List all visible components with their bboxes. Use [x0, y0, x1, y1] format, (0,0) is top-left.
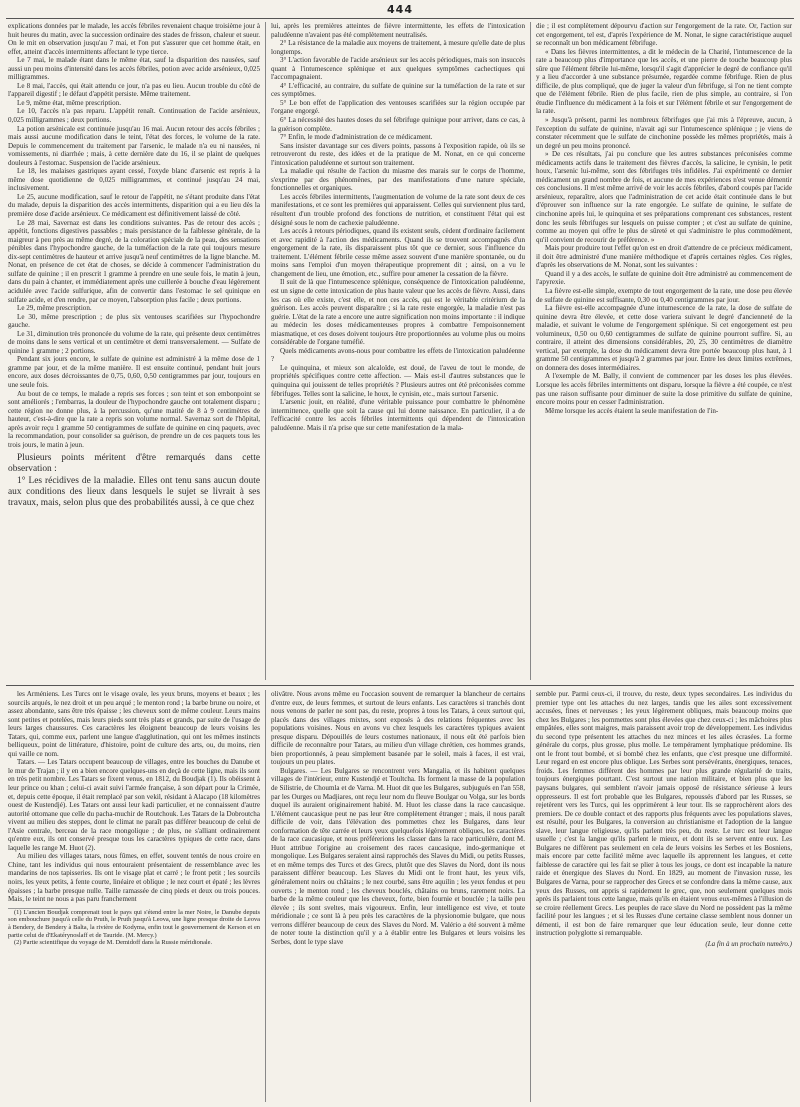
to-be-continued-note: (La fin à un prochain numéro.) — [705, 939, 792, 948]
paragraph: La potion arsénicale est continuée jusqu'au 16 mai. Aucun retour des accès fébriles ; mais aussi aucune modification dans le teint, l'état des forces, le volume de la rate. Depuis le commencement du traitement par l'arsenic, le malade n'a eu ni nausées, ni vomissements, ni diarrhée ; mais, à cette dernière date du 16, il se plaint de quelques douleurs à l'estomac. Suspension de l'acide arsénieux. — [8, 124, 260, 167]
paragraph: Bulgares. — Les Bulgares se rencontrent vers Mangalia, et ils habitent quelques villages de l'intérieur, entre Kustendjé et Toultcha. Ils forment la masse de la population de Silistrie, de Choumla et de Varna. M. Huot dit que les Bulgares, subjugués en l'an 558, par les Ourges ou Madjiares, ont reçu leur nom du fleuve Boulgar ou Volga, sur les bords duquel ils auraient originairement habité. M. Huot les classe dans la race caucasique. L'élément caucasique peut ne pas leur être complètement étranger ; mais, il nous paraît difficile de voir, dans l'élévation des pommettes chez les Bulgares, dans leur conformation de tête carrée et leurs yeux quelquefois légèrement obliques, les caractères de la race caucasique, et nous préférerions les classer dans la race particulière, dont M. Huot attribue l'origine au croisement des races caucasique, indo-germanique et mongolique. Les Bulgares seraient ainsi rapprochés des Slaves du Midi, ou petits Russes, et en même temps des Turcs et des Grecs, plutôt que des Slaves du Nord, dont ils nous paraissent différer beaucoup. Les Slaves du Midi ont le front haut, les yeux vifs, généralement noirs ou châtains ; le nez courbé, sans être aquilin ; les yeux fendus et peu ouverts ; le menton rond ; les cheveux bouclés, châtains ou bruns, rarement noirs. La barbe de la même couleur que les cheveux, forte, bien fournie et bouclée ; la taille peu élevée ; ils sont sveltes, mais vigoureux. Enfin, leur intelligence est vive, et toute méridionale ; ce sont là à peu près les caractères de la physionomie bulgare, que nous verrons différer beaucoup de ceux des Slaves du Nord. M. Valério a été souvent à même de noter toute la distinction qu'il y a à établir entre les Bulgares et leurs voisins les Serbes, dont le type slave — [271, 766, 525, 946]
paragraph: La fièvre est-elle simple, exempte de tout engorgement de la rate, une dose peu élevée de sulfate de quinine est suffisante, 0,30 ou 0,40 centigrammes par jour. — [536, 286, 792, 304]
paragraph: Le 31, diminution très prononcée du volume de la rate, qui présente deux centimètres de moins dans le sens vertical et un centimètre et demi transversalement. — Sulfate de quinine 1 gramme ; 2 portions. — [8, 329, 260, 355]
paragraph: L'arsenic jouit, en réalité, d'une véritable puissance pour combattre le phénomène intermittence, quelle que soit la cause qui lui donne naissance. En particulier, il a de l'efficacité contre les accès fébriles intermittents qui dépendent de l'intoxication paludéenne. Mais il n'a prise que sur cette manifestation de la mala- — [271, 398, 525, 432]
paragraph: 6° La nécessité des hautes doses du sel fébrifuge quinique pour arriver, dans ce cas, à la guérison complète. — [271, 116, 525, 133]
paragraph: Le quinquina, et mieux son alcaloïde, est doué, de l'aveu de tout le monde, de propriétés spécifiques contre cette affection. — Mais est-il d'autres substances que le quinquina qui jouissent de telles propriétés ? Plusieurs autres ont été préconisées comme fébrifuges. Telles sont la salicine, le houx, le cynisin, etc., mais surtout l'arsenic. — [271, 363, 525, 398]
paragraph: Quand il y a des accès, le sulfate de quinine doit être administré au commencement de l'apyrexie. — [536, 269, 792, 287]
upper-column-2 — [271, 22, 525, 680]
paragraph: Au bout de ce temps, le malade a repris ses forces ; son teint et son embonpoint se sont améliorés ; l'embarras, la douleur de l'hypochondre gauche ont totalement disparu ; cette région ne donne plus, à la percussion, qu'une matité de 8 à 9 centimètres de hauteur, c'est-à-dire que la rate a repris son volume normal. Savernaz sort de l'hôpital, après avoir reçu 1 gramme 50 centigrammes de sulfate de quinine en cinq paquets, avec la recommandation, pour consolider sa guérison, de prendre un de ces paquets tous les trois jours, le matin à jeun. — [8, 389, 260, 449]
paragraph: Le 25, aucune modification, sauf le retour de l'appétit, ne s'étant produite dans l'état du malade, depuis la disparition des accès intermittents, disparition qui a eu lieu dès la première dose d'acide arsénieux. Ce médicament est définitivement laissé de côté. — [8, 192, 260, 219]
paragraph: olivâtre. Nous avons même eu l'occasion souvent de remarquer la blancheur de certains d'entre eux, de leurs femmes, et surtout de leurs enfants. Les caractères si tranchés dont nous venons de parler ne sont pas, du reste, propres à tous les Tatars, à ceux surtout qui, placés dans des villages mixtes, sont exposés à des relations fréquentes avec les populations voisines. Nous en avons vu chez lesquels les caractères typiques avaient presque disparu. Dépouillés de leurs costumes nationaux, il nous eût été parfois bien difficile de reconnaître pour Tatars, au milieu d'un village chrétien, ces hommes grands, bien proportionnés, à peau simplement basanée par le soleil, mais à faces, il est vrai, toujours un peu plates. — [271, 690, 525, 767]
paragraph: A l'exemple de M. Bally, il convient de commencer par les doses les plus élevées. Lorsque les accès fébriles intermittents ont disparu, lorsque la fièvre a été coupée, ce n'est pas une raison suffisante pour diminuer de suite la dose primitive du sulfate de quinine, encore moins pour en cesser l'administration. — [536, 372, 792, 407]
paragraph: La maladie qui résulte de l'action du miasme des marais sur le corps de l'homme, s'exprime par des phénomènes, par des manifestations d'une nature spéciale, fonctionnelles et organiques. — [271, 167, 525, 193]
paragraph: (1) L'ancien Boudjak comprenait tout le pays qui s'étend entre la mer Noire, le Danube depuis son embouchure jusqu'à celle du Pruth, le Pruth jusqu'à Leova, une ligne presque droite de Leova à Bendery, de Bendery à Balta, la rivière de Kodyma, enfin tout le gouvernement de Kerson et en partie celui de d'Ekatérynoslaff et de Tauride. (M. Mercy.) — [8, 908, 260, 939]
column-divider — [265, 22, 266, 680]
paragraph: 5° Le bon effet de l'application des ventouses scarifiées sur la région occupée par l'organe engorgé. — [271, 98, 525, 116]
lower-column-3 — [536, 690, 792, 1102]
paragraph: Le 28 mai, Savernaz est dans les conditions suivantes. Pas de retour des accès ; appétit, fonctions digestives passables ; mais persistance de la faiblesse générale, de la maigreur à peu près au même degré, de la coloration spéciale de la peau, des sensations pénibles dans l'hypochondre gauche, de la tuméfaction de la rate qui toujours mesure dix-sept centimètres de hauteur et arrive jusqu'à neuf centimètres de la ligne blanche. M. Nonat, en présence de cet état de choses, se décide à commencer l'administration du sulfate de quinine ; il en prescrit 1 gramme à prendre en une seule fois, le matin à jeun, dans du pain à chanter, et immédiatement après une cuillerée à bouche d'eau légèrement acidulée avec l'acide sulfurique, afin de convertir dans l'estomac le sel quinique en sulfate acide, et d'en rendre, par ce moyen, l'absorption plus facile ; deux portions. — [8, 218, 260, 304]
paragraph: 4° L'efficacité, au contraire, du sulfate de quinine sur la tuméfaction de la rate et sur ces symptômes. — [271, 81, 525, 99]
paragraph: explications données par le malade, les accès fébriles revenaient chaque troisième jour à huit heures du matin, avec la succession ordinaire des stades de frisson, chaleur et sueur. On le mit en observation jusqu'au 7 mai, et l'on put s'assurer que cet homme était, en effet, atteint d'accès intermittents affectant le type tierce. — [8, 22, 260, 56]
page-number: 444 — [387, 3, 413, 16]
paragraph: Tatars. — Les Tatars occupent beaucoup de villages, entre les bouches du Danube et le mur de Trajan ; il y en a bien encore quelques-uns en deçà de cette ligne, mais ils sont en très petit nombre. Les Tatars se fixent venus, en 1812, du Boudjak (1). Ils obéissent à leur prince ou khan ; celui-ci avait suivi l'armée française, à son départ pour la Crimée, et, depuis cette époque, il était remplacé par son vekil, résidant à Alacapo (18 kilomètres ouest de Kustendjé). Les Tatars ont aussi leur kadi particulier, et ne connaissent d'autre autorité ottomane que celle du pacha-muchir de Routchouk. Les Tatars de la Dobroutcha vivent au milieu des steppes, dont le climat ne paraît pas différer beaucoup de celui de l'Asie centrale, berceau de la race mongolique ; de plus, ne s'alliant ordinairement qu'entre eux, ils ont conservé presque tous les caractères typiques de cette race, dans laquelle les range M. Huot (2). — [8, 758, 260, 852]
paragraph: semble pur. Parmi ceux-ci, il trouve, du reste, deux types secondaires. Les individus du premier type ont les attaches du nez larges, tandis que les ailes sont excessivement accusées, fines et nerveuses ; les yeux légèrement obliques, mais beaucoup moins que chez les Bulgares ; les pommettes sont plus élevées que chez ceux-ci ; les mâchoires plus empâtées, elles sont maigres, mais paraissent avoir trop de développement. Les individus du second type présentent les attaches du nez minces et les ailes écrasées. La forme générale du corps, plus grosse, plus molle. Le tempérament lymphatique prédomine. Ils ont le front tout bombé, et si bombé chez les enfants, que c'est presque une difformité. Leur regard en est encore plus oblique. Les Serbes sont persévérants, énergiques, tenaces, froids. Les femmes diffèrent des hommes par leur plus grande régularité de traits, toujours énergiques pourtant. C'est surtout une nation militaire, et bien plus que les paysans bulgares, qui semblent n'avoir jamais opposé de résistance sérieuse à leurs oppresseurs. Il est fort probable que les Bulgares, repoussés d'abord par les Russes, se rejetèrent vers les Turcs, qui les opprimèrent à leur tour. Ils se rapprochèrent alors des premiers. De ce double contact et des rapports plus fréquents avec les populations slaves, est résulté, pour les Bulgares, la conversion au christianisme et l'adoption de la langue slave, leur langue religieuse, qu'ils parlent très peu, du reste. Le turc est leur langue usuelle ; c'est la langue qu'ils parlent le mieux, et dont ils se servent entre eux. Les Bulgares ne diffèrent pas seulement en cela de leurs voisins les Serbes et les Bosniens, mais encore par cette facilité même avec laquelle ils apprennent les langues, et cette faiblesse de caractère qui les fait se plier à tous les jougs, ce dont est incapable la nature raide et énergique des Slaves du Nord. En 1829, au moment de l'invasion russe, les Bulgares de Varna, pour se rapprocher des Grecs et se confondre dans la même cause, aux yeux des Russes, ont appris si rapidement le grec, que, non seulement quelques mois après ils parlaient tous cette langue, mais qu'ils en étaient venus eux-mêmes à l'illusion de se croire réellement Grecs. Les peuples de race slave du Nord ne possèdent pas la même facilité pour les langues ; et si les Russes d'une certaine classe semblent nous donner un démenti, il est bon de faire remarquer que leur éducation seule, leur donne cette instruction polyglotte si remarquable. — [536, 690, 792, 938]
paragraph: » Jusqu'à présent, parmi les nombreux fébrifuges que j'ai mis à l'épreuve, aucun, à l'exception du sulfate de quinine, n'avait agi sur l'intumescence splénique ; je viens de constater récemment que le sulfate de cinchonine possède les mêmes propriétés, mais à un degré un peu moins prononcé. — [536, 116, 792, 150]
paragraph: 3° L'action favorable de l'acide arsénieux sur les accès périodiques, mais son insuccès quant à l'intumescence splénique et aux quelques symptômes cachectiques qui l'accompagnaient. — [271, 56, 525, 82]
section-rule — [6, 685, 794, 686]
column-divider — [530, 22, 531, 680]
paragraph: Le 7 mai, le malade étant dans le même état, sauf la disparition des nausées, sauf aussi un peu moins d'intensité dans les accès fébriles, potion avec acide arsénieux, 0,025 milligrammes. — [8, 56, 260, 82]
paragraph: Le 18, les malaises gastriques ayant cessé, l'oxyde blanc d'arsenic est repris à la même dose quotidienne de 0,025 milligrammes, et continué jusqu'au 24 mai, inclusivement. — [8, 167, 260, 193]
top-rule — [6, 18, 794, 19]
paragraph: Il suit de là que l'intumescence splénique, conséquence de l'intoxication paludéenne, est un signe de cette intoxication de plus haute valeur que les accès de fièvre. Aussi, dans les cas où elle existe, c'est elle, et non ces accès, qui est le véritable critérium de la guérison. Les accès peuvent disparaître ; si la rate reste engorgée, la maladie n'est pas guérie. L'état de la rate a encore une autre signification non moins importante : il indique au médecin les doses médicamenteuses propres à combattre l'empoisonnement miasmatique, et ces doses doivent toujours être proportionnées au volume plus ou moins considérable de l'organe tuméfié. — [271, 278, 525, 347]
paragraph: Quels médicaments avons-nous pour combattre les effets de l'intoxication paludéenne ? — [271, 346, 525, 364]
paragraph: Le 9, même état, même prescription. — [17, 98, 122, 107]
paragraph: 1° Les récidives de la maladie. Elles ont tenu sans aucun doute aux conditions des lieux dans lesquels le sujet se livrait à ses travaux, mais, selon plus que des probabilités aussi, à ce que chez — [8, 475, 260, 508]
paragraph: Même lorsque les accès étaient la seule manifestation de l'in- — [545, 406, 719, 415]
paragraph: Pendant six jours encore, le sulfate de quinine est administré à la même dose de 1 gramme par jour, et de la même manière. Il est ensuite continué, pendant huit jours encore, aux doses décroissantes de 0,75, 0,60, 0,50 centigrammes par jour, toujours en une seule fois. — [8, 355, 260, 389]
paragraph: 2° La résistance de la maladie aux moyens de traitement, à mesure qu'elle date de plus longtemps. — [271, 39, 525, 56]
paragraph: Sans insister davantage sur ces divers points, passons à l'exposition rapide, où ils se retrouveront du reste, des idées et de la pratique de M. Nonat, en ce qui concerne l'intoxication paludéenne et surtout son traitement. — [271, 141, 525, 167]
paragraph: les Arméniens. Les Turcs ont le visage ovale, les yeux bruns, moyens et beaux ; les sourcils arqués, le nez droit et un peu arqué ; le menton rond ; la barbe brune ou noire, et assez abondante, sans être très épaisse ; les cheveux sont de même couleur. Leurs mains sont petites et potelées, mais leurs pieds sont très plats et grands, par suite de l'usage de leurs larges chaussures. Ces caractères les éloignent beaucoup de leurs voisins les Tatars, qui, comme eux, parlent une langue d'agglutination, qui ont les mêmes instincts belliqueux, point de littérature, d'histoire, point de culture des arts, ou, du moins, rien qui vaille ce nom. — [8, 690, 260, 758]
paragraph: Le 29, même prescription. — [17, 304, 92, 313]
paragraph: Au milieu des villages tatars, nous fûmes, en effet, souvent tentés de nous croire en Chine, tant les individus qui nous entouraient présentaient de ressemblance avec les mandarins de nos tapisseries. Ils ont le visage plat et carré ; le front petit ; les sourcils noirs, les yeux petits, à fente courte, linéaire et oblique ; le nez court et épaté ; les lèvres épaisses ; la barbe presque nulle. Taille ramassée de cinq pieds et deux ou trois pouces. Mais, le teint ne nous a pas paru franchement — [8, 852, 260, 904]
paragraph: « Dans les fièvres intermittentes, a dit le médecin de la Charité, l'intumescence de la rate a beaucoup plus d'importance que les accès, et une pierre de touche beaucoup plus sûre que l'élément fébrile lui-même, lorsqu'il s'agit d'apprécier le degré de confiance qu'il y a lieu d'accorder à une substance présumée, regardée comme fébrifuge. Rien de plus difficile, de plus compliqué, que de juger la valeur d'un fébrifuge, si l'on ne tient compte que de l'élément fébrile. Rien de plus facile, rien de plus simple, au contraire, si l'on étudie l'influence du médicament à la fois et sur l'élément fébrile et sur l'engorgement de la rate. — [536, 47, 792, 116]
paragraph: Les accès fébriles intermittents, l'augmentation de volume de la rate sont deux de ces manifestations, et ce sont les premières qui apparaissent. Celles qui surviennent plus tard, résultent d'un trouble profond des fonctions de nutrition, et constituent l'état qui est désigné sous le nom de cachexie paludéenne. — [271, 192, 525, 227]
paragraph: » De ces résultats, j'ai pu conclure que les autres substances préconisées comme médicaments actifs dans le traitement des fièvres d'accès, la salicine, le cynisin, le petit houx, l'arsenic lui-même, sont des fébrifuges très infidèles. J'ai expérimenté ce dernier médicament un grand nombre de fois, et aucune de mes expériences n'est venue démentir ces conclusions. Il m'est même arrivé de voir les accès fébriles, d'abord coupés par l'acide arsénieux, reparaître, alors que l'administration de cet acide était continuée dans le but d'éprouver son influence sur la rate engorgée. Le sulfate de quinine, le sulfate de cinchonine après lui, le quinquina et ses préparations comprenant ces substances, restent donc les seuls fébrifuges sur lesquels on puisse compter ; et c'est au sulfate de quinine, comme au moyen qui offre le plus de sûreté et qui s'administre le plus commodément, qu'il convient de recourir de préférence. » — [536, 150, 792, 244]
paragraph: Mais pour produire tout l'effet qu'on est en droit d'attendre de ce précieux médicament, il doit être administré d'une manière méthodique et d'après certaines règles. Ces règles, d'après les observations de M. Nonat, sont les suivantes : — [536, 244, 792, 270]
upper-column-3 — [536, 22, 792, 680]
paragraph: lui, après les premières atteintes de fièvre intermittente, les effets de l'intoxication paludéenne n'avaient pas été complètement neutralisés. — [271, 22, 525, 39]
paragraph: (2) Partie scientifique du voyage de M. Demidoff dans la Russie méridionale. — [14, 939, 213, 947]
lower-column-2 — [271, 690, 525, 1102]
column-divider — [265, 690, 266, 1102]
paragraph: La fièvre est-elle accompagnée d'une intumescence de la rate, la dose de sulfate de quinine devra être élevée, et cette dose variera suivant le degré d'ancienneté de la maladie, et suivant le volume de l'engorgement splénique. Si cet engorgement est peu volumineux, 0,50 ou 0,60 centigrammes de sulfate de quinine pourront suffire. Si, au contraire, il atteint des dimensions considérables, 20, 25, 30 centimètres de diamètre vertical, par exemple, la dose du médicament devra être portée beaucoup plus haut, à 1 gramme 50 centigrammes et jusqu'à 2 grammes par jour. Entre les deux limites extrêmes, on donnera des doses intermédiaires. — [536, 304, 792, 372]
paragraph: 7° Enfin, le mode d'administration de ce médicament. — [280, 133, 433, 142]
paragraph: Plusieurs points méritent d'être remarqués dans cette observation : — [8, 453, 260, 475]
paragraph: Le 10, l'accès n'a pas reparu. L'appétit renaît. Continuation de l'acide arsénieux, 0,025 milligrammes ; deux portions. — [8, 107, 260, 125]
column-divider — [530, 690, 531, 1102]
lower-column-1 — [8, 690, 260, 1102]
upper-column-1 — [8, 22, 260, 680]
paragraph: Le 8 mai, l'accès, qui était attendu ce jour, n'a pas eu lieu. Aucun trouble du côté de l'appareil digestif ; le défaut d'appétit persiste. Même traitement. — [8, 81, 260, 99]
paragraph: Les accès à retours périodiques, quand ils existent seuls, cèdent d'ordinaire facilement et avec rapidité à l'action des médicaments. Quand ils se trouvent accompagnés d'un engorgement de la rate, ils disparaissent plus tôt que ce dernier, sous l'influence du traitement. L'élément fébrile cesse même assez souvent d'une manière spontanée, ou du moins sans l'emploi d'un moyen thérapeutique proprement dit ; ainsi, on a vu le changement de lieu, une émotion, etc., suffire pour amener la cessation de la fièvre. — [271, 227, 525, 278]
paragraph: die ; il est complètement dépourvu d'action sur l'engorgement de la rate. Or, l'action sur cet engorgement, tel est, d'après l'expérience de M. Nonat, le signe caractéristique auquel se reconnaît un bon médicament fébrifuge. — [536, 22, 792, 48]
paragraph: Le 30, même prescription ; de plus six ventouses scarifiées sur l'hypochondre gauche. — [8, 312, 260, 330]
